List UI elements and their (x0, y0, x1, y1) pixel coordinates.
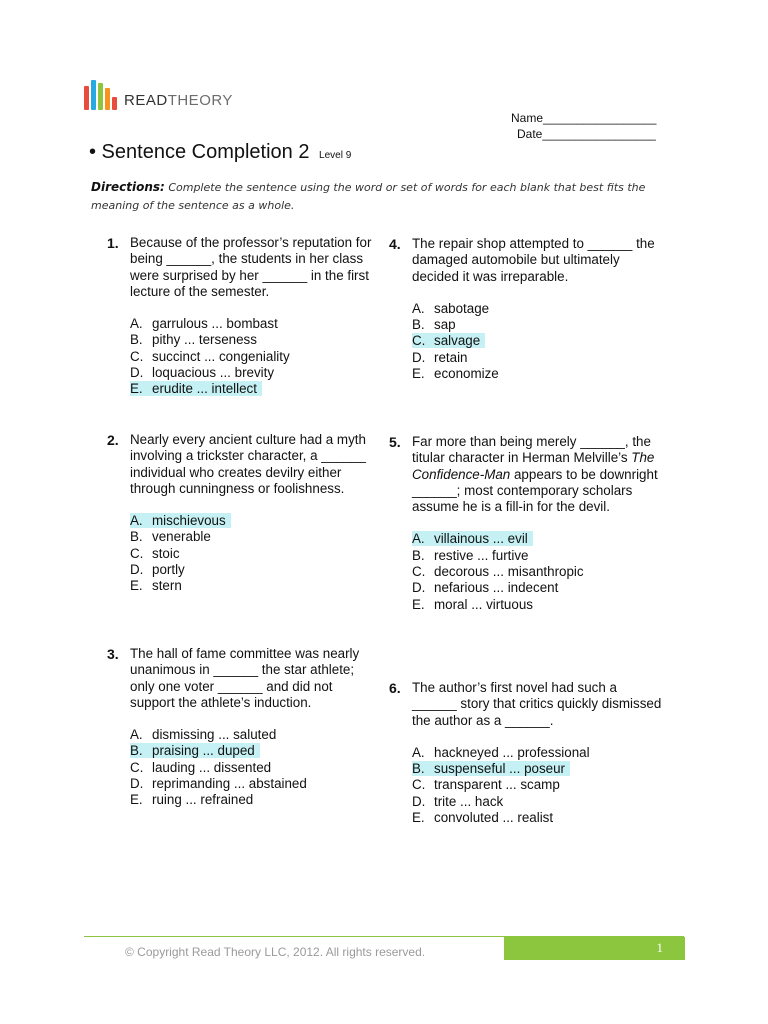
name-date-block (511, 110, 656, 142)
logo-word-theory: THEORY (167, 92, 233, 109)
answer-choice-d[interactable] (130, 365, 380, 381)
question-number: 2. (107, 432, 119, 448)
logo-bar (91, 80, 96, 110)
choice-letter: C. (130, 545, 144, 561)
choice-text: praising ... duped (152, 743, 255, 759)
answer-choice-e[interactable] (412, 597, 662, 613)
choice-text: convoluted ... realist (434, 810, 554, 826)
answer-choice-d[interactable] (130, 776, 380, 792)
answer-choice-a[interactable] (130, 727, 380, 743)
answer-choice-e[interactable] (130, 792, 380, 808)
choice-letter: B. (412, 761, 425, 777)
question-2 (107, 432, 380, 595)
question-stem (412, 434, 662, 515)
choice-text: pithy ... terseness (152, 332, 257, 348)
choice-text: sap (434, 317, 456, 333)
answer-choice-b[interactable] (412, 548, 662, 564)
question-stem: Because of the professor’s reputation for being ______, the students in her class were surprised by her ______ in the first lecture of the semester. (130, 235, 372, 299)
logo-bar (105, 88, 110, 110)
choice-text: succinct ... congeniality (152, 348, 290, 364)
question-stem: The hall of fame committee was nearly unanimous in ______ the star athlete; only one voter ______ and did not support the athlete’s induction. (130, 646, 360, 710)
directions-label: Directions: (91, 180, 165, 194)
choice-letter: C. (412, 333, 426, 349)
choice-letter: B. (130, 529, 143, 545)
choice-text: stoic (152, 545, 180, 561)
answer-choice-d[interactable] (130, 562, 380, 578)
page-number-box (504, 937, 685, 960)
answer-choice-b[interactable] (130, 332, 380, 348)
page-title (89, 141, 351, 164)
answer-choice-c-highlighted[interactable] (412, 333, 662, 349)
choice-letter: D. (412, 349, 426, 365)
logo-bar (112, 97, 117, 110)
answer-choices (130, 513, 380, 594)
choice-letter: D. (412, 793, 426, 809)
logo-bars-icon (84, 80, 118, 110)
answer-choice-c[interactable] (412, 777, 662, 793)
choice-text: loquacious ... brevity (152, 365, 275, 381)
answer-highlight (130, 381, 262, 396)
answer-choice-c[interactable] (130, 546, 380, 562)
date-field-label: Date_________________ (517, 127, 656, 141)
choice-letter: A. (412, 744, 425, 760)
answer-choices (130, 727, 380, 808)
answer-choice-d[interactable] (412, 580, 662, 596)
choice-letter: E. (412, 810, 425, 826)
choice-text: retain (434, 349, 468, 365)
choice-letter: C. (130, 759, 144, 775)
directions-text: Complete the sentence using the word or set of words for each blank that best fits the meaning of the sentence as a whole. (91, 181, 646, 212)
answer-highlight (412, 333, 485, 348)
answer-highlight (130, 513, 231, 528)
answer-choice-c[interactable] (412, 564, 662, 580)
answer-choice-c[interactable] (130, 760, 380, 776)
choice-letter: C. (130, 348, 144, 364)
choice-text: economize (434, 366, 499, 382)
choice-text: reprimanding ... abstained (152, 776, 307, 792)
directions (91, 178, 671, 215)
answer-choice-d[interactable] (412, 794, 662, 810)
name-field-label: Name_________________ (511, 111, 657, 125)
answer-choice-d[interactable] (412, 350, 662, 366)
answer-choice-c[interactable] (130, 349, 380, 365)
question-stem: The repair shop attempted to ______ the damaged automobile but ultimately decided it was irreparable. (412, 236, 655, 284)
choice-letter: B. (130, 743, 143, 759)
question-4 (389, 236, 662, 382)
choice-letter: D. (412, 580, 426, 596)
question-6 (389, 680, 662, 826)
title-text: • Sentence Completion 2 (89, 141, 310, 163)
answer-choices (130, 316, 380, 397)
choice-letter: D. (130, 776, 144, 792)
choice-letter: D. (130, 562, 144, 578)
answer-choice-b-highlighted[interactable] (130, 743, 380, 759)
answer-choices (412, 301, 662, 382)
question-3 (107, 646, 380, 809)
choice-letter: E. (412, 596, 425, 612)
choice-text: venerable (152, 529, 211, 545)
question-number: 5. (389, 434, 401, 450)
answer-choice-e[interactable] (130, 578, 380, 594)
choice-letter: C. (412, 777, 426, 793)
question-stem: Nearly every ancient culture had a myth involving a trickster character, a ______ individual who creates devilry either through cunningness or foolishness. (130, 432, 366, 496)
answer-choice-a[interactable] (412, 745, 662, 761)
question-stem: The author’s first novel had such a ______ story that critics quickly dismissed the author as a ______. (412, 680, 662, 728)
logo-bar (98, 83, 103, 110)
choice-letter: A. (412, 300, 425, 316)
copyright-text: © Copyright Read Theory LLC, 2012. All rights reserved. (125, 945, 426, 959)
choice-letter: A. (130, 513, 143, 529)
choice-text: decorous ... misanthropic (434, 564, 584, 580)
choice-letter: C. (412, 564, 426, 580)
choice-letter: A. (130, 316, 143, 332)
choice-letter: E. (130, 381, 143, 397)
question-1 (107, 235, 380, 398)
answer-choices (412, 531, 662, 612)
logo-word-read: READ (124, 92, 168, 109)
choice-letter: D. (130, 365, 144, 381)
choice-text: stern (152, 578, 182, 594)
choice-letter: E. (130, 578, 143, 594)
choice-text: villainous ... evil (434, 531, 528, 547)
logo-bar (84, 86, 89, 110)
choice-text: garrulous ... bombast (152, 316, 278, 332)
choice-text: mischievous (152, 513, 226, 529)
choice-text: trite ... hack (434, 793, 504, 809)
choice-text: salvage (434, 333, 481, 349)
answer-choice-a[interactable] (130, 316, 380, 332)
answer-highlight (130, 743, 260, 758)
choice-text: portly (152, 562, 185, 578)
answer-choice-a[interactable] (412, 301, 662, 317)
choice-text: moral ... virtuous (434, 596, 533, 612)
answer-choice-b[interactable] (130, 529, 380, 545)
choice-text: restive ... furtive (434, 547, 529, 563)
choice-text: lauding ... dissented (152, 759, 272, 775)
answer-choice-a-highlighted[interactable] (130, 513, 380, 529)
question-number: 1. (107, 235, 119, 251)
choice-letter: B. (412, 317, 425, 333)
choice-letter: B. (412, 547, 425, 563)
choice-letter: E. (412, 366, 425, 382)
stem-text: appears to be downright ______; most contemporary scholars assume he is a fill-in for the devil. (412, 466, 658, 515)
answer-choice-a-highlighted[interactable] (412, 531, 662, 547)
book-title: The Confidence-Man (412, 450, 655, 482)
level-label: Level 9 (319, 150, 352, 161)
choice-text: suspenseful ... poseur (434, 761, 566, 777)
choice-letter: A. (412, 531, 425, 547)
question-number: 3. (107, 646, 119, 662)
answer-highlight (412, 531, 533, 546)
choice-text: sabotage (434, 300, 490, 316)
answer-choice-e[interactable] (412, 810, 662, 826)
choice-letter: A. (130, 727, 143, 743)
answer-choice-b[interactable] (412, 317, 662, 333)
choice-letter: E. (130, 792, 143, 808)
answer-highlight (412, 761, 570, 776)
choice-text: transparent ... scamp (434, 777, 560, 793)
choice-text: ruing ... refrained (152, 792, 254, 808)
logo-wordmark (124, 92, 233, 109)
answer-choice-e[interactable] (412, 366, 662, 382)
question-5 (389, 434, 662, 613)
answer-choice-b-highlighted[interactable] (412, 761, 662, 777)
page-number: 1 (656, 940, 663, 955)
choice-text: dismissing ... saluted (152, 727, 277, 743)
stem-text: Far more than being merely ______, the titular character in Herman Melville’s (412, 434, 651, 466)
choice-text: erudite ... intellect (152, 381, 257, 397)
choice-letter: B. (130, 332, 143, 348)
question-number: 6. (389, 680, 401, 696)
answer-choice-e-highlighted[interactable] (130, 381, 380, 397)
answer-choices (412, 745, 662, 826)
choice-text: nefarious ... indecent (434, 580, 559, 596)
question-number: 4. (389, 236, 401, 252)
choice-text: hackneyed ... professional (434, 744, 590, 760)
